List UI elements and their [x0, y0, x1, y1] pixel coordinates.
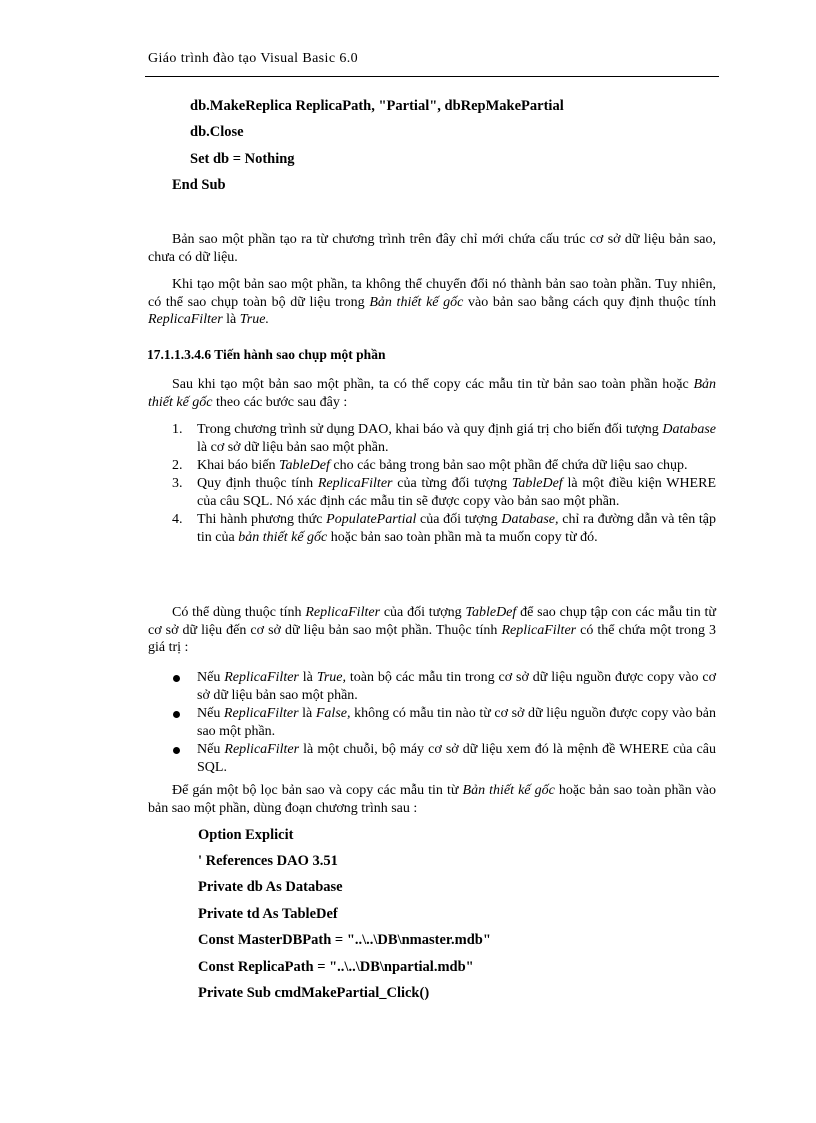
list-text: Thi hành phương thức [197, 512, 327, 527]
bullet-list [172, 669, 716, 777]
paragraph-text: Bản sao một phần tạo ra từ chương trình trên đây chỉ mới chứa cấu trúc cơ sở dữ liệu bản sao, chưa có dữ liệu. [148, 232, 716, 265]
term: Bản thiết kế gốc [462, 783, 555, 798]
term: TableDef [279, 458, 330, 473]
list-item [172, 421, 716, 457]
bullet-dot [173, 711, 180, 718]
list-text: Khai báo biến [197, 458, 280, 473]
list-text: là [298, 706, 316, 721]
term: TableDef [465, 605, 517, 620]
list-text: của từng đối tượng [392, 476, 512, 491]
list-item [172, 511, 716, 547]
list-number: 4. [172, 512, 183, 527]
list-text: hoặc bản sao toàn phần mà ta muốn copy từ đó. [327, 530, 598, 545]
paragraph [148, 376, 716, 411]
term: ReplicaFilter [223, 706, 299, 721]
list-text: cho các bảng trong bản sao một phần để chứa dữ liệu sao chụp. [329, 458, 688, 473]
list-number: 2. [172, 458, 183, 473]
term: Database, [501, 512, 559, 527]
list-text: chỉ ra đường dẫn và tên tập tin của [197, 512, 717, 545]
term: Database [662, 422, 716, 437]
code-line: Private db As Database [198, 879, 343, 895]
paragraph [148, 276, 716, 329]
paragraph-text: có thể chứa một trong 3 giá trị : [148, 622, 716, 655]
list-text: là [298, 670, 317, 685]
paragraph-text: Sau khi tạo một bản sao một phần, ta có thể copy các mẫu tin từ bản sao toàn phần hoặc [172, 377, 694, 392]
term: bản thiết kế gốc [238, 530, 328, 545]
code-line: Const MasterDBPath = "..\..\DB\nmaster.mdb" [198, 932, 491, 948]
paragraph-text: hoặc bản sao toàn phần vào bản sao một phần, dùng đoạn chương trình sau : [148, 783, 716, 816]
term: True, [316, 670, 346, 685]
code-line: db.Close [190, 124, 244, 140]
paragraph [148, 604, 716, 657]
term: PopulatePartial [326, 512, 417, 527]
header-rule [145, 76, 719, 77]
paragraph-text: để sao chụp tập con các mẫu tin từ cơ sở dữ liệu đến cơ sở dữ liệu bản sao một phần. Thuộc tính [148, 605, 716, 638]
list-item [172, 705, 716, 741]
list-text: Quy định thuộc tính [197, 476, 318, 491]
list-text: là cơ sở dữ liệu bản sao một phần. [197, 440, 389, 455]
list-item [172, 457, 716, 475]
list-number: 3. [172, 476, 183, 491]
term: ReplicaFilter [224, 742, 300, 757]
paragraph-text: theo các bước sau đây : [212, 394, 348, 410]
term: ReplicaFilter [317, 476, 393, 491]
list-text: là một điều kiện WHERE của câu SQL. Nó xác định các mẫu tin sẽ được copy vào bản sao một phần. [197, 476, 716, 509]
list-text: không có mẫu tin nào từ cơ sở dữ liệu nguồn được copy vào bản sao một phần. [197, 706, 717, 739]
paragraph-text: Có thể dùng thuộc tính [172, 605, 306, 620]
paragraph [148, 231, 716, 266]
numbered-list [172, 421, 716, 547]
code-line: db.MakeReplica ReplicaPath, "Partial", dbRepMakePartial [190, 98, 564, 114]
code-line: Option Explicit [198, 827, 294, 843]
list-number: 1. [172, 422, 183, 437]
paragraph-text: là [222, 312, 240, 327]
page-header: Giáo trình đào tạo Visual Basic 6.0 [148, 51, 359, 66]
paragraph-text: Khi tạo một bản sao một phần, ta không thể chuyển đổi nó thành bản sao toàn phần. Tuy nhiên, có thể sao chụp toàn bộ dữ liệu trong [148, 277, 716, 310]
bullet-dot [173, 675, 180, 682]
term: ReplicaFilter [305, 605, 381, 620]
bullet-dot [173, 747, 180, 754]
paragraph-text: vào bản sao bằng cách quy định thuộc tính [463, 294, 717, 310]
paragraph-text: Để gán một bộ lọc bản sao và copy các mẫu tin từ [172, 783, 463, 798]
term: ReplicaFilter [501, 622, 577, 638]
list-text: Nếu [197, 670, 225, 685]
code-line: ' References DAO 3.51 [198, 853, 338, 869]
list-text: Nếu [197, 706, 224, 721]
list-item [172, 475, 716, 511]
code-line: Private td As TableDef [198, 906, 338, 922]
term: False, [315, 706, 351, 721]
section-heading: 17.1.1.3.4.6 Tiến hành sao chụp một phần [147, 347, 386, 362]
code-line: Set db = Nothing [190, 151, 295, 167]
list-item [172, 669, 716, 705]
term: Bản thiết kế gốc [148, 377, 716, 410]
list-text: toàn bộ các mẫu tin trong cơ sở dữ liệu nguồn được copy vào cơ sở dữ liệu bản sao một phần. [197, 670, 717, 703]
list-text: Nếu [197, 742, 225, 757]
term: ReplicaFilter [224, 670, 299, 685]
list-text: của đối tượng [416, 512, 502, 527]
list-text: Trong chương trình sử dụng DAO, khai báo và quy định giá trị cho biến đối tượng [197, 422, 663, 437]
code-line: Const ReplicaPath = "..\..\DB\npartial.mdb" [198, 959, 474, 975]
term: True. [239, 312, 269, 327]
term: Bản thiết kế gốc [369, 294, 464, 310]
paragraph-text: của đối tượng [380, 605, 466, 620]
code-line: End Sub [172, 177, 226, 193]
code-line: Private Sub cmdMakePartial_Click() [198, 985, 430, 1001]
paragraph [148, 782, 716, 817]
list-text: là một chuỗi, bộ máy cơ sở dữ liệu xem đó là mệnh đề WHERE của câu SQL. [197, 742, 716, 775]
term: ReplicaFilter [148, 312, 223, 327]
list-item [172, 741, 716, 777]
term: TableDef [511, 476, 563, 491]
